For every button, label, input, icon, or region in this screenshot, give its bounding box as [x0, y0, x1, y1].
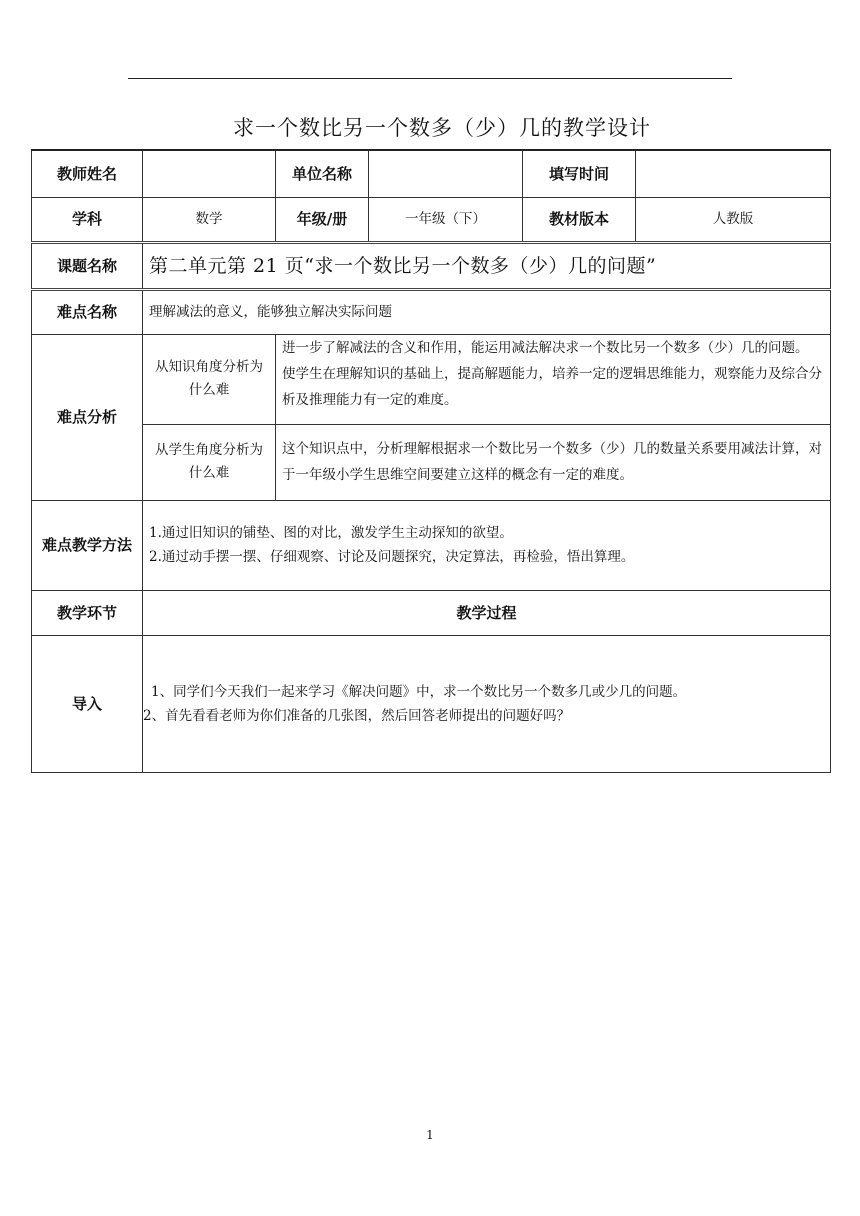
table-row: [32, 500, 831, 590]
unit-name-value: [369, 150, 523, 197]
method-label: 难点教学方法: [32, 500, 143, 590]
table-row: [32, 635, 831, 772]
difficulty-name-value: 理解减法的意义，能够独立解决实际问题: [143, 289, 831, 334]
textbook-value: 人教版: [636, 197, 831, 242]
intro-content: [143, 635, 831, 772]
page-number: 1: [426, 1128, 434, 1142]
teacher-name-label: 教师姓名: [32, 150, 143, 197]
intro-line-1: 1、同学们今天我们一起来学习《解决问题》中，求一个数比另一个数多几或少几的问题。: [151, 683, 687, 700]
teaching-process-label: 教学过程: [143, 590, 831, 635]
unit-name-label: 单位名称: [276, 150, 369, 197]
lesson-plan-table: [31, 149, 831, 773]
table-row: [32, 334, 831, 424]
student-angle-label: 从学生角度分析为什么难: [143, 424, 276, 500]
lesson-title-value: 第二单元第 21 页“求一个数比另一个数多（少）几的问题”: [143, 242, 831, 289]
method-line-2: 2.通过动手摆一摆、仔细观察、讨论及问题探究，决定算法，再检验，悟出算理。: [149, 549, 635, 565]
subject-value: 数学: [143, 197, 276, 242]
teaching-step-label: 教学环节: [32, 590, 143, 635]
table-row: [32, 424, 831, 500]
method-content: [143, 500, 831, 590]
table-row: [32, 590, 831, 635]
table-row: [32, 242, 831, 289]
grade-value: 一年级（下）: [369, 197, 523, 242]
difficulty-name-label: 难点名称: [32, 289, 143, 334]
knowledge-angle-label: 从知识角度分析为什么难: [143, 334, 276, 424]
method-line-1: 1.通过旧知识的铺垫、图的对比，激发学生主动探知的欲望。: [149, 525, 513, 541]
fill-time-label: 填写时间: [523, 150, 636, 197]
lesson-title-label: 课题名称: [32, 242, 143, 289]
grade-label: 年级/册: [276, 197, 369, 242]
document-title: 求一个数比另一个数多（少）几的教学设计: [233, 116, 651, 140]
knowledge-angle-value: 进一步了解减法的含义和作用，能运用减法解决求一个数比另一个数多（少）几的问题。 使学生在理解知识的基础上，提高解题能力，培养一定的逻辑思维能力，观察能力及综合分析及推理能力有一定的难度。: [276, 334, 831, 424]
teacher-name-value: [143, 150, 276, 197]
student-angle-value: 这个知识点中，分析理解根据求一个数比另一个数多（少）几的数量关系要用减法计算，对于一年级小学生思维空间要建立这样的概念有一定的难度。: [276, 424, 831, 500]
header-rule: [128, 78, 732, 79]
intro-label: 导入: [32, 635, 143, 772]
table-row: [32, 289, 831, 334]
subject-label: 学科: [32, 197, 143, 242]
difficulty-analysis-label: 难点分析: [32, 334, 143, 500]
textbook-label: 教材版本: [523, 197, 636, 242]
fill-time-value: [636, 150, 831, 197]
table-row: [32, 197, 831, 242]
table-row: [32, 150, 831, 197]
intro-line-2: 2、首先看看老师为你们准备的几张图，然后回答老师提出的问题好吗？: [143, 707, 571, 724]
